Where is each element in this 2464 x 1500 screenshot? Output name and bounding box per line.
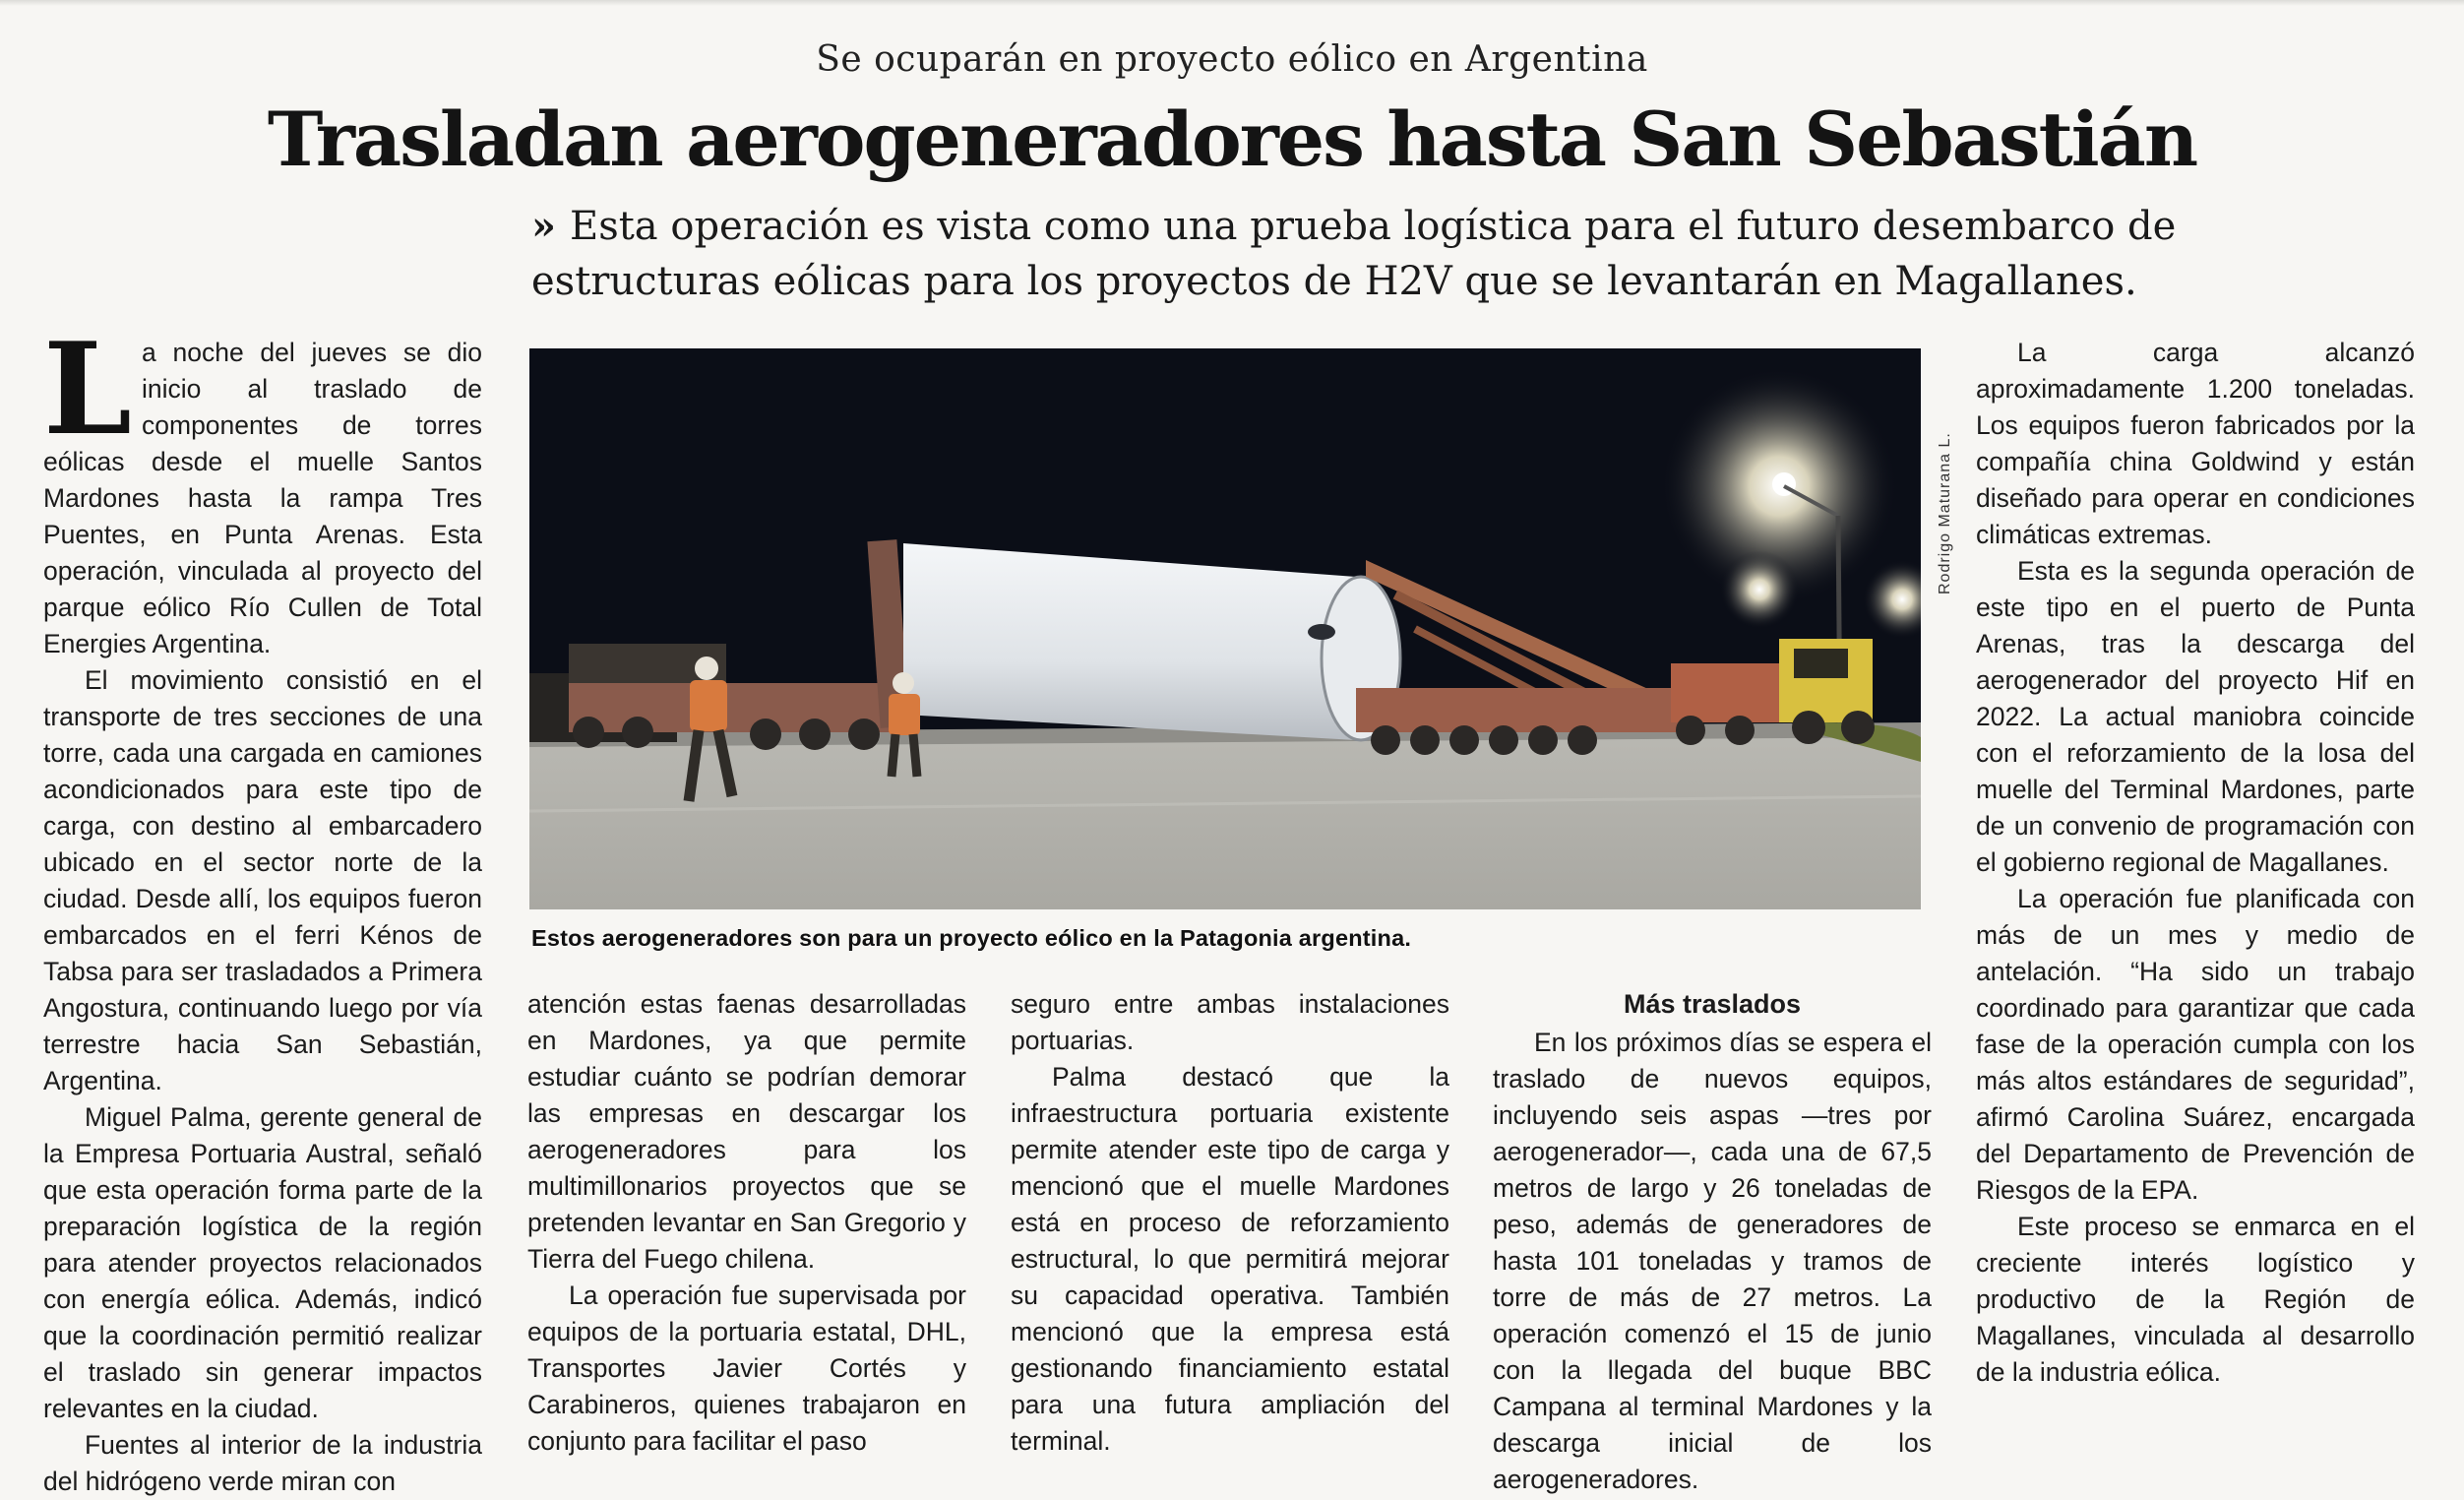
- paragraph: [43, 316, 482, 662]
- article-column-3: [1011, 986, 1449, 1460]
- article-column-2: [527, 986, 966, 1460]
- paragraph: El movimiento consistió en el transporte de tres secciones de una torre, cada una cargada en camiones acondicionados para este tipo de carga, con destino al embarcadero ubicado en el sector norte de la ciudad. Desde allí, los equipos fueron embarcados en el ferri Kénos de Tabsa para ser trasladados a Primera Angostura, continuando luego por vía terrestre hacia San Sebastián, Argentina.: [43, 665, 482, 1095]
- paragraph: atención estas faenas desarrolladas en Mardones, ya que permite estudiar cuánto se podrían demorar las empresas en descargar los aerogeneradores para los multimillonarios proyectos que se pretenden levantar en San Gregorio y Tierra del Fuego chilena.: [527, 989, 966, 1274]
- article-photo: [529, 348, 1921, 909]
- paragraph: La operación fue supervisada por equipos de la portuaria estatal, DHL, Transportes Javier Cortés y Carabineros, quienes trabajaron en conjunto para facilitar el paso: [527, 1281, 966, 1456]
- photo-credit: Rodrigo Maturana L.: [1937, 432, 1953, 594]
- night-transport-scene: [529, 348, 1921, 909]
- article-deck: [531, 199, 2177, 309]
- paragraph: En los próximos días se espera el traslado de nuevos equipos, incluyendo seis aspas —tres por aerogenerador—, cada una de 67,5 metros de largo y 26 toneladas de peso, además de generadores de hasta 101 toneladas y tramos de torre de más de 27 metros. La operación comenzó el 15 de junio con la llegada del buque BBC Campana al terminal Mardones y la descarga inicial de los aerogeneradores.: [1493, 1028, 1932, 1494]
- paragraph: La carga alcanzó aproximadamente 1.200 toneladas. Los equipos fueron fabricados por la compañía china Goldwind y están diseñado para operar en condiciones climáticas extremas.: [1976, 338, 2415, 549]
- paragraph: Miguel Palma, gerente general de la Empresa Portuaria Austral, señaló que esta operación forma parte de la preparación logística de la región para atender proyectos relacionados con energía eólica. Además, indicó que la coordinación permitió realizar el traslado sin generar impactos relevantes en la ciudad.: [43, 1102, 482, 1423]
- paragraph: Fuentes al interior de la industria del hidrógeno verde miran con: [43, 1430, 482, 1496]
- paragraph: Esta es la segunda operación de este tipo en el puerto de Punta Arenas, tras la descarga del aerogenerador del proyecto Hif en 2022. La actual maniobra coincide con el reforzamiento de la losa del muelle del Terminal Mardones, parte de un convenio de programación con el gobierno regional de Magallanes.: [1976, 556, 2415, 877]
- paragraph: seguro entre ambas instalaciones portuarias.: [1011, 989, 1449, 1055]
- paragraph: La operación fue planificada con más de un mes y medio de antelación. “Ha sido un trabajo coordinado para garantizar que cada fase de la operación cumpla con los más altos estándares de seguridad”, afirmó Carolina Suárez, encargada del Departamento de Prevención de Riesgos de la EPA.: [1976, 884, 2415, 1205]
- deck-line-2: estructuras eólicas para los proyectos de H2V que se levantarán en Magallanes.: [531, 259, 2137, 304]
- deck-line-1: [531, 199, 2177, 254]
- yard-ground: [529, 732, 1921, 909]
- article-headline: Trasladan aerogeneradores hasta San Sebastián: [267, 95, 2197, 183]
- deck-chevron-icon: »: [531, 203, 556, 249]
- page-top-rule: [0, 0, 2464, 6]
- section-subhead: Más traslados: [1623, 989, 1802, 1019]
- drop-cap: L: [43, 316, 132, 464]
- article-kicker: Se ocuparán en proyecto eólico en Argentina: [816, 39, 1648, 80]
- article-column-1: [43, 316, 482, 1500]
- photo-caption: Estos aerogeneradores son para un proyecto eólico en la Patagonia argentina.: [531, 925, 1412, 951]
- paragraph-text: a noche del jueves se dio inicio al traslado de componentes de torres eólicas desde el muelle Santos Mardones hasta la rampa Tres Puentes, en Punta Arenas. Esta operación, vinculada al proyecto del parque eólico Río Cullen de Total Energies Argentina.: [43, 338, 482, 658]
- paragraph: Este proceso se enmarca en el creciente interés logístico y productivo de la Región de Magallanes, vinculada al desarrollo de la industria eólica.: [1976, 1212, 2415, 1387]
- article-column-4: [1493, 986, 1932, 1498]
- deck-text-1: Esta operación es vista como una prueba logística para el futuro desembarco de: [570, 204, 2177, 249]
- article-column-5: [1976, 335, 2415, 1391]
- trailer-left: [569, 683, 893, 732]
- paragraph: Palma destacó que la infraestructura portuaria existente permite atender este tipo de carga y mencionó que el muelle Mardones está en proceso de reforzamiento estructural, lo que permitirá mejorar su capacidad operativa. También mencionó que la empresa está gestionando financiamiento estatal para una futura ampliación del terminal.: [1011, 1062, 1449, 1456]
